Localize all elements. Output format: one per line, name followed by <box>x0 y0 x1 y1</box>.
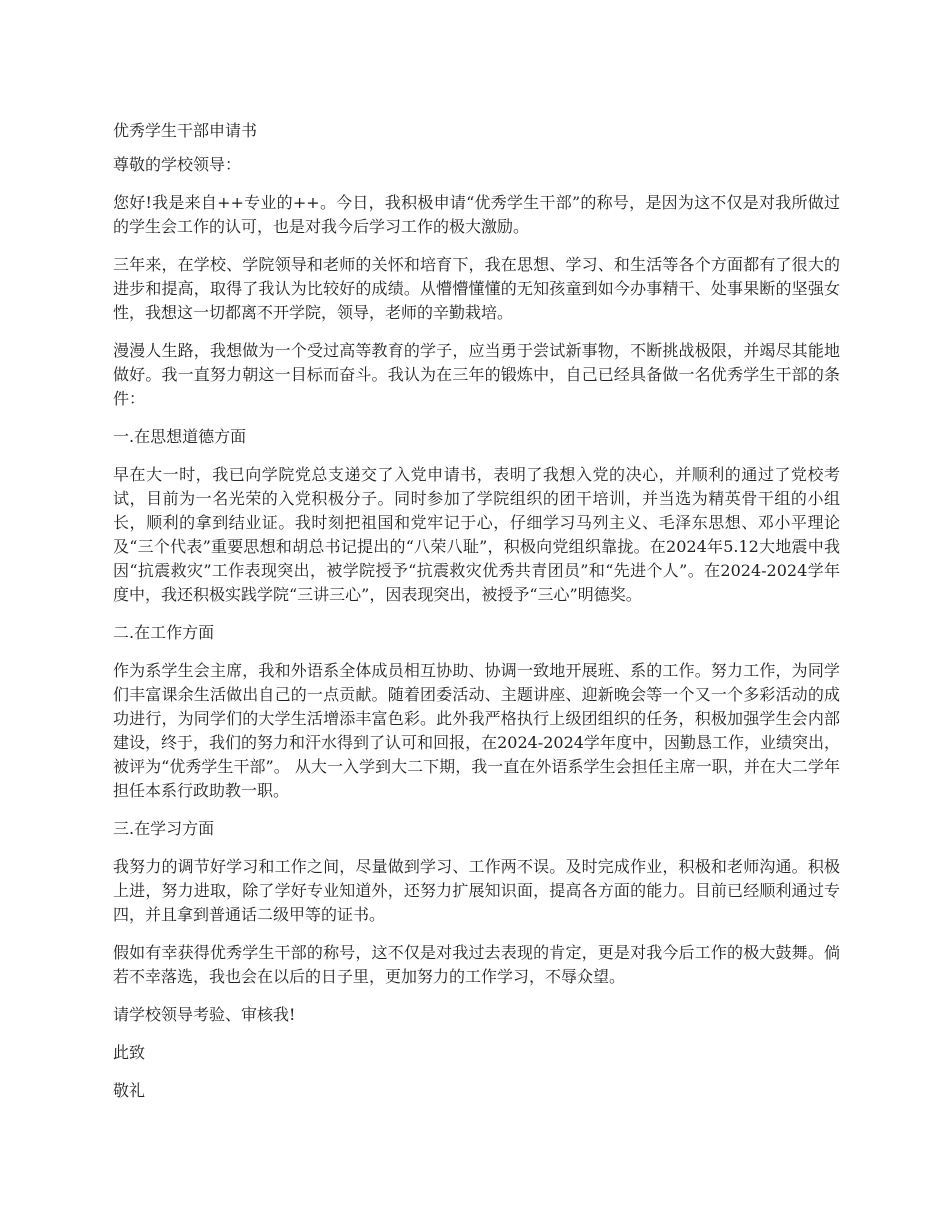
paragraph-intro: 您好!我是来自++专业的++。今日，我积极申请“优秀学生干部”的称号，是因为这不仅是对我所做过的学生会工作的认可，也是对我今后学习工作的极大激励。 <box>113 193 840 236</box>
section-heading-morality: 一.在思想道德方面 <box>113 427 247 446</box>
closing-regards-2: 敬礼 <box>113 1081 146 1100</box>
section-text-morality: 早在大一时，我已向学院党总支递交了入党申请书，表明了我想入党的决心，并顺利的通过了党校考试，目前为一名光荣的入党积极分子。同时参加了学院组织的团干培训，并当选为精英骨干组的小组长，顺利的拿到结业证。我时刻把祖国和党牢记于心，仔细学习马列主义、毛泽东思想、邓小平理论及“三个代表”重要思想和胡总书记提出的“八荣八耻”，积极向党组织靠拢。在2024年5.12大地震中我因“抗震救灾”工作表现突出，被学院授予“抗震救灾优秀共青团员”和“先进个人”。在2024-2024学年度中，我还积极实践学院“三讲三心”，因表现突出，被授予“三心”明德奖。 <box>113 465 840 604</box>
salutation: 尊敬的学校领导： <box>113 155 242 174</box>
section-text-study: 我努力的调节好学习和工作之间，尽量做到学习、工作两不误。及时完成作业，积极和老师沟通。积极上进，努力进取，除了学好专业知道外，还努力扩展知识面，提高各方面的能力。目前已经顺利通过专四，并且拿到普通话二级甲等的证书。 <box>113 857 840 924</box>
document-title: 优秀学生干部申请书 <box>113 121 258 140</box>
request-line: 请学校领导考验、审核我! <box>113 1005 296 1024</box>
paragraph-growth: 三年来，在学校、学院领导和老师的关怀和培育下，我在思想、学习、和生活等各个方面都有了很大的进步和提高，取得了我认为比较好的成绩。从懵懵懂懂的无知孩童到如今办事精干、处事果断的坚强女性，我想这一切都离不开学院，领导，老师的辛勤栽培。 <box>113 255 840 322</box>
document-page <box>113 119 840 1117</box>
closing-paragraph: 假如有幸获得优秀学生干部的称号，这不仅是对我过去表现的肯定，更是对我今后工作的极大鼓舞。倘若不幸落选，我也会在以后的日子里，更加努力的工作学习，不辱众望。 <box>113 943 840 986</box>
section-text-work: 作为系学生会主席，我和外语系全体成员相互协助、协调一致地开展班、系的工作。努力工作，为同学们丰富课余生活做出自己的一点贡献。随着团委活动、主题讲座、迎新晚会等一个又一个多彩活动的成功进行，为同学们的大学生活增添丰富色彩。此外我严格执行上级团组织的任务，积极加强学生会内部建设，终于，我们的努力和汗水得到了认可和回报，在2024-2024学年度中，因勤恳工作，业绩突出，被评为“优秀学生干部”。 从大一入学到大二下期，我一直在外语系学生会担任主席一职，并在大二学年担任本系行政助教一职。 <box>113 661 840 800</box>
section-heading-study: 三.在学习方面 <box>113 819 215 838</box>
section-heading-work: 二.在工作方面 <box>113 623 215 642</box>
paragraph-goal: 漫漫人生路，我想做为一个受过高等教育的学子，应当勇于尝试新事物，不断挑战极限，并竭尽其能地做好。我一直努力朝这一目标而奋斗。我认为在三年的锻炼中，自己已经具备做一名优秀学生干部的条件： <box>113 341 840 408</box>
closing-regards-1: 此致 <box>113 1043 146 1062</box>
